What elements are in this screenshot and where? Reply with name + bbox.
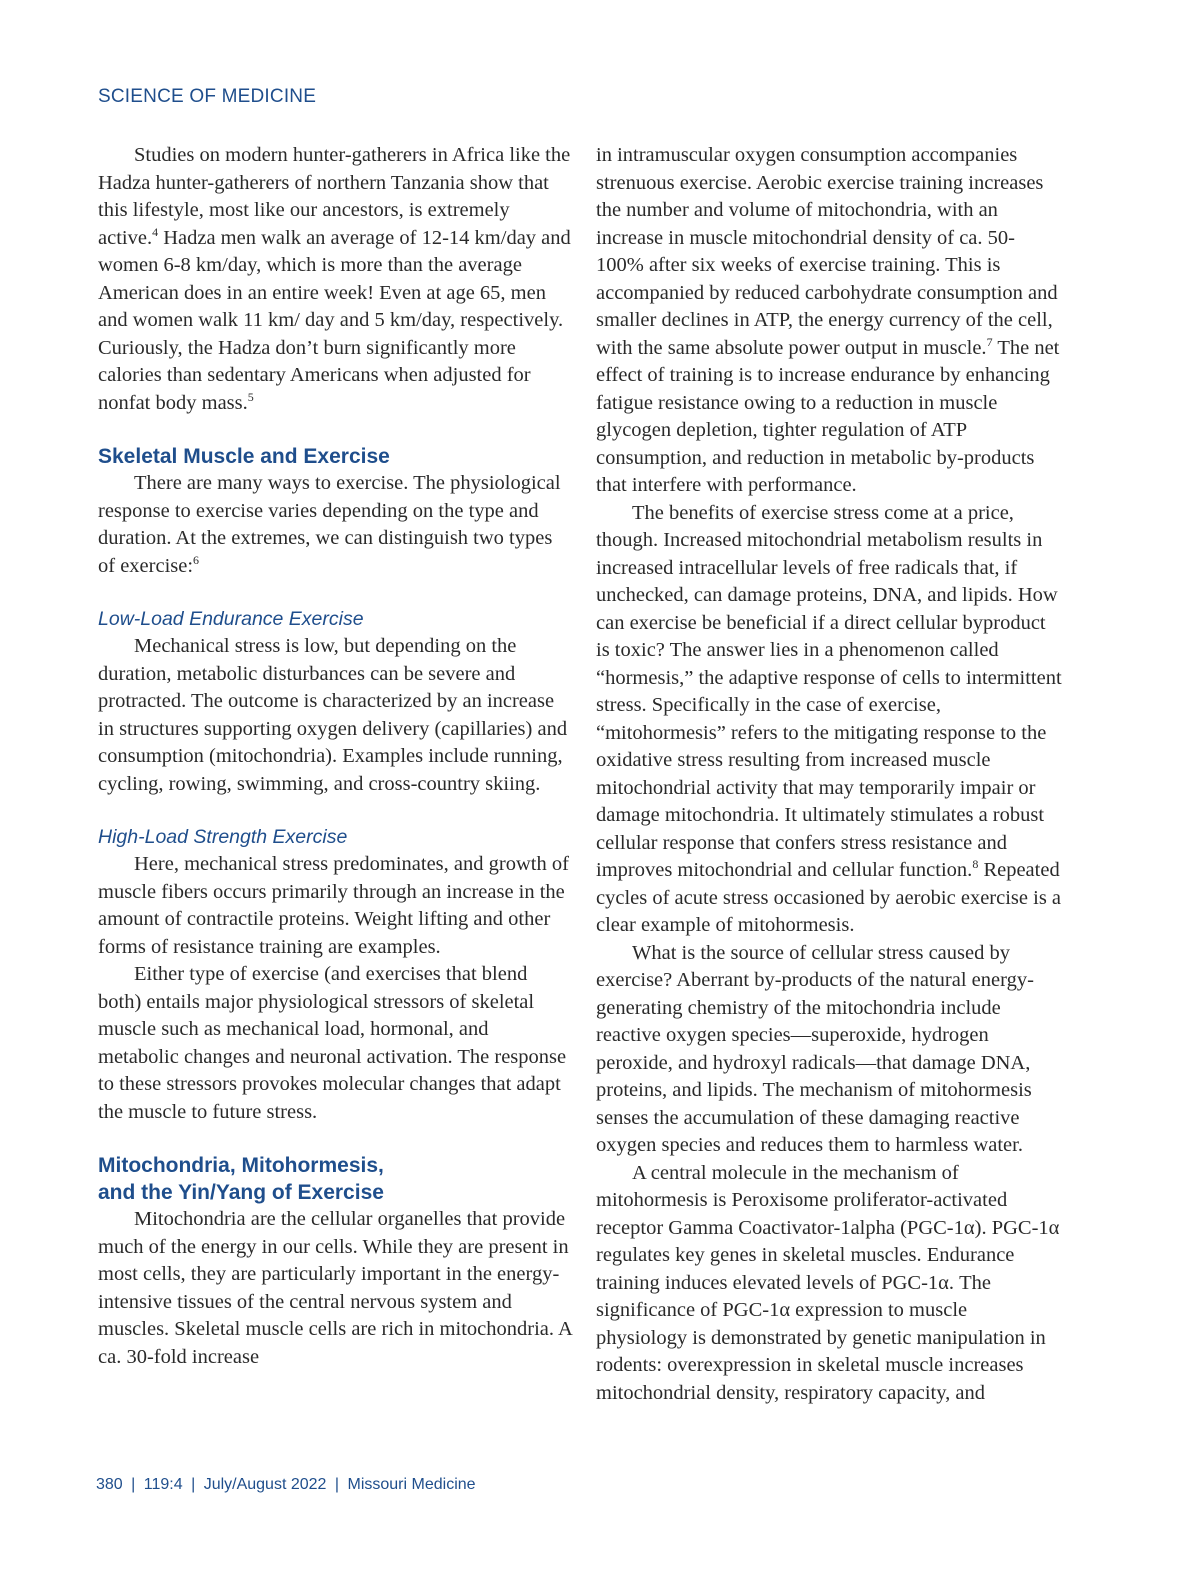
paragraph <box>98 142 572 417</box>
paragraph: Here, mechanical stress predominates, and growth of muscle fibers occurs primarily through an increase in the amount of contractile proteins. Weight lifting and other forms of resistance training are examples. <box>98 853 569 958</box>
page-footer <box>96 1476 476 1494</box>
paragraph-text: Hadza men walk an average of 12-14 km/day and women 6-8 km/day, which is more than the average American does in an entire week! Even at age 65, men and women walk 11 km/ day and 5 km/day, respectively. Curiously, the Hadza don’t burn significantly more calories than sedentary Americans when adjusted for nonfat body mass. <box>98 226 571 414</box>
section-heading-mitochondria <box>98 1152 572 1206</box>
issue-number: 119:4 <box>143 1476 183 1493</box>
left-column <box>98 142 572 1371</box>
section-heading-skeletal-muscle: Skeletal Muscle and Exercise <box>98 445 390 468</box>
reference-mark: 8 <box>972 857 979 872</box>
subsection-heading-high-load: High-Load Strength Exercise <box>98 826 348 848</box>
paragraph <box>596 142 1062 500</box>
paragraph <box>98 470 572 580</box>
footer-separator: | <box>131 1476 136 1493</box>
issue-date: July/August 2022 <box>203 1476 327 1493</box>
footer-separator: | <box>334 1476 340 1493</box>
paragraph-text: The benefits of exercise stress come at a price, though. Increased mitochondrial metabolism results in increased intracellular levels of free radicals that, if unchecked, can damage proteins, DNA, and lipids. How can exercise be beneficial if a direct cellular byproduct is toxic? The answer lies in a phenomenon called “hormesis,” the adaptive response of cells to intermittent stress. Specifically in the case of exercise, “mitohormesis” refers to the mitigating response to the oxidative stress resulting from increased muscle mitochondrial activity that may temporarily impair or damage mitochondria. It ultimately stimulates a robust cellular response that confers stress resistance and improves mitochondrial and cellular function. <box>596 501 1062 881</box>
reference-mark: 6 <box>193 552 200 567</box>
paragraph: What is the source of cellular stress caused by exercise? Aberrant by-products of the natural energy-generating chemistry of the mitochondria include reactive oxygen species—superoxide, hydrogen peroxide, and hydroxyl radicals—that damage DNA, proteins, and lipids. The mechanism of mitohormesis senses the accumulation of these damaging reactive oxygen species and reduces them to harmless water. <box>596 941 1034 1156</box>
page-number: 380 <box>96 1476 123 1493</box>
paragraph-text: in intramuscular oxygen consumption accompanies strenuous exercise. Aerobic exercise training increases the number and volume of mitochondria, with an increase in muscle mitochondrial density of ca. 50-100% after six weeks of exercise training. This is accompanied by reduced carbohydrate consumption and smaller declines in ATP, the energy currency of the cell, with the same absolute power output in muscle. <box>596 144 1058 359</box>
paragraph-text: Repeated cycles of acute stress occasioned by aerobic exercise is a clear example of mitohormesis. <box>596 859 1062 936</box>
paragraph: Either type of exercise (and exercises that blend both) entails major physiological stressors of skeletal muscle such as mechanical load, hormonal, and metabolic changes and neuronal activation. The response to these stressors provokes molecular changes that adapt the muscle to future stress. <box>98 963 567 1123</box>
reference-mark: 7 <box>986 334 993 349</box>
paragraph: Mechanical stress is low, but depending on the duration, metabolic disturbances can be severe and protracted. The outcome is characterized by an increase in structures supporting oxygen delivery (capillaries) and consumption (mitochondria). Examples include running, cycling, rowing, swimming, and cross-country skiing. <box>98 635 568 795</box>
journal-name: Missouri Medicine <box>347 1476 476 1493</box>
heading-line: and the Yin/Yang of Exercise <box>98 1181 384 1204</box>
heading-line: Mitochondria, Mitohormesis, <box>98 1154 384 1177</box>
footer-separator: | <box>191 1476 196 1493</box>
reference-mark: 4 <box>152 224 159 239</box>
subsection-heading-low-load: Low-Load Endurance Exercise <box>98 608 364 630</box>
paragraph <box>596 500 1062 940</box>
paragraph-text: Studies on modern hunter-gatherers in Africa like the Hadza hunter-gatherers of northern Tanzania show that this lifestyle, most like our ancestors, is extremely active. <box>98 144 571 249</box>
running-head: SCIENCE OF MEDICINE <box>98 86 317 107</box>
paragraph: Mitochondria are the cellular organelles that provide much of the energy in our cells. While they are present in most cells, they are particularly important in the energy-intensive tissues of the central nervous system and muscles. Skeletal muscle cells are rich in mitochondria. A ca. 30-fold increase <box>98 1208 572 1368</box>
paragraph-text: The net effect of training is to increase endurance by enhancing fatigue resistance owing to a reduction in muscle glycogen depletion, tighter regulation of ATP consumption, and reduction in metabolic by-products that interfere with performance. <box>596 336 1060 496</box>
reference-mark: 5 <box>247 389 254 404</box>
paragraph: A central molecule in the mechanism of mitohormesis is Peroxisome proliferator-activated receptor Gamma Coactivator-1alpha (PGC-1α). PGC-1α regulates key genes in skeletal muscles. Endurance training induces elevated levels of PGC-1α. The significance of PGC-1α expression to muscle physiology is demonstrated by genetic manipulation in rodents: overexpression in skeletal muscle increases mitochondrial density, respiratory capacity, and <box>596 1161 1060 1404</box>
right-column <box>596 142 1062 1407</box>
paragraph-text: There are many ways to exercise. The physiological response to exercise varies depending on the type and duration. At the extremes, we can distinguish two types of exercise: <box>98 472 561 577</box>
